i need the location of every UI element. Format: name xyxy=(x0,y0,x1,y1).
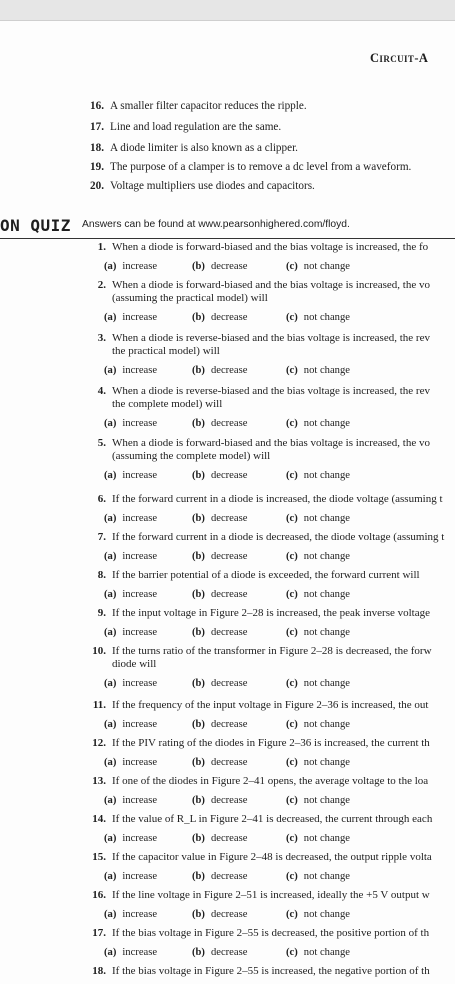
question-line xyxy=(84,851,432,863)
choice-letter: (c) xyxy=(286,418,298,429)
choice-letter: (b) xyxy=(192,551,205,562)
choice-letter: (c) xyxy=(286,947,298,958)
choice-letter: (b) xyxy=(192,470,205,481)
question-number: 1. xyxy=(97,241,106,253)
true-false-item xyxy=(84,161,411,173)
question-line xyxy=(84,813,432,825)
answer-choice[interactable] xyxy=(192,795,247,806)
question-number: 15. xyxy=(92,851,106,863)
question-text: If one of the diodes in Figure 2–41 opens, the average voltage to the loa xyxy=(112,775,429,787)
question-text: the practical model) will xyxy=(112,345,220,357)
answer-choice[interactable] xyxy=(192,470,247,481)
choice-letter: (c) xyxy=(286,261,298,272)
question-text: When a diode is forward-biased and the bias voltage is increased, the vo xyxy=(112,437,430,449)
question-line xyxy=(84,569,420,581)
answer-choice[interactable] xyxy=(192,719,247,730)
choice-text: decrease xyxy=(210,365,248,376)
choice-text: decrease xyxy=(210,470,248,481)
question-text: If the capacitor value in Figure 2–48 is decreased, the output ripple volta xyxy=(112,851,432,863)
choice-text: not change xyxy=(303,470,350,481)
question-text: If the value of R_L in Figure 2–41 is decreased, the current through each xyxy=(112,813,433,825)
question-number: 9. xyxy=(97,607,106,619)
question-number: 8. xyxy=(97,569,106,581)
choice-text: decrease xyxy=(210,589,248,600)
choice-letter: (a) xyxy=(104,312,117,323)
answer-choice[interactable] xyxy=(104,719,157,730)
question-text: If the barrier potential of a diode is exceeded, the forward current will xyxy=(112,569,420,581)
choice-letter: (a) xyxy=(104,513,117,524)
answer-choice[interactable] xyxy=(104,418,157,429)
choice-text: decrease xyxy=(210,719,248,730)
answer-choice[interactable] xyxy=(286,470,350,481)
choice-letter: (a) xyxy=(104,678,117,689)
choice-letter: (c) xyxy=(286,312,298,323)
question-text: If the turns ratio of the transformer in Figure 2–28 is decreased, the forw xyxy=(112,645,432,657)
choice-text: not change xyxy=(303,795,350,806)
choice-text: decrease xyxy=(210,757,248,768)
choice-letter: (b) xyxy=(192,589,205,600)
question-line xyxy=(84,332,430,344)
choice-letter: (b) xyxy=(192,757,205,768)
question-text: the complete model) will xyxy=(112,398,223,410)
question-line xyxy=(84,607,430,619)
answer-choice[interactable] xyxy=(192,261,247,272)
question-line xyxy=(84,531,444,543)
answer-choice[interactable] xyxy=(104,909,157,920)
true-false-item xyxy=(84,142,298,154)
answer-choice[interactable] xyxy=(192,418,247,429)
choice-letter: (b) xyxy=(192,833,205,844)
choice-letter: (b) xyxy=(192,627,205,638)
answer-choice[interactable] xyxy=(104,833,157,844)
question-number: 16. xyxy=(92,889,106,901)
question-text: When a diode is forward-biased and the bias voltage is increased, the fo xyxy=(112,241,429,253)
choice-letter: (c) xyxy=(286,678,298,689)
choice-letter: (b) xyxy=(192,795,205,806)
question-number: 10. xyxy=(92,645,106,657)
choice-letter: (a) xyxy=(104,261,117,272)
answer-choice[interactable] xyxy=(104,365,157,376)
answer-choice[interactable] xyxy=(286,627,350,638)
choice-letter: (b) xyxy=(192,312,205,323)
choice-text: not change xyxy=(303,947,350,958)
answer-choice[interactable] xyxy=(192,513,247,524)
choice-letter: (b) xyxy=(192,909,205,920)
item-text: A diode limiter is also known as a clipper. xyxy=(110,142,298,154)
question-text: If the line voltage in Figure 2–51 is increased, ideally the +5 V output w xyxy=(112,889,430,901)
item-number: 16. xyxy=(90,100,104,112)
item-text: Line and load regulation are the same. xyxy=(110,121,282,133)
answer-choice[interactable] xyxy=(104,678,157,689)
choice-text: decrease xyxy=(210,833,248,844)
answer-choice[interactable] xyxy=(104,757,157,768)
choice-text: increase xyxy=(122,909,158,920)
choice-text: increase xyxy=(122,719,158,730)
choice-text: decrease xyxy=(210,909,248,920)
question-line xyxy=(84,385,430,397)
question-line xyxy=(84,737,430,749)
question-number: 11. xyxy=(92,699,106,711)
question-line xyxy=(84,645,432,657)
question-text: If the bias voltage in Figure 2–55 is increased, the negative portion of th xyxy=(112,965,430,977)
choice-text: not change xyxy=(303,589,350,600)
answer-choice[interactable] xyxy=(192,589,247,600)
choice-letter: (c) xyxy=(286,627,298,638)
choice-letter: (a) xyxy=(104,470,117,481)
answer-choice[interactable] xyxy=(104,470,157,481)
answer-choice[interactable] xyxy=(104,947,157,958)
question-continuation xyxy=(112,292,268,304)
choice-letter: (c) xyxy=(286,589,298,600)
choice-text: increase xyxy=(122,678,158,689)
question-number: 4. xyxy=(97,385,106,397)
choice-letter: (a) xyxy=(104,947,117,958)
choice-letter: (a) xyxy=(104,833,117,844)
choice-text: decrease xyxy=(210,312,248,323)
choice-text: increase xyxy=(122,470,158,481)
choice-letter: (c) xyxy=(286,871,298,882)
choice-letter: (a) xyxy=(104,551,117,562)
answer-choice[interactable] xyxy=(286,365,350,376)
question-continuation xyxy=(112,450,270,462)
choice-text: decrease xyxy=(210,418,248,429)
choice-text: increase xyxy=(122,795,158,806)
question-text: If the input voltage in Figure 2–28 is increased, the peak inverse voltage xyxy=(112,607,430,619)
answer-choice[interactable] xyxy=(104,261,157,272)
question-line xyxy=(84,437,430,449)
choice-letter: (a) xyxy=(104,719,117,730)
answer-choice[interactable] xyxy=(104,795,157,806)
answer-choice[interactable] xyxy=(192,678,247,689)
choice-letter: (c) xyxy=(286,513,298,524)
question-text: (assuming the practical model) will xyxy=(112,292,268,304)
answer-choice[interactable] xyxy=(286,513,350,524)
choice-text: increase xyxy=(122,947,158,958)
answer-choice[interactable] xyxy=(286,719,350,730)
choice-text: not change xyxy=(303,627,350,638)
item-text: The purpose of a clamper is to remove a dc level from a waveform. xyxy=(110,161,412,173)
choice-letter: (a) xyxy=(104,365,117,376)
choice-text: decrease xyxy=(210,795,248,806)
choice-text: not change xyxy=(303,551,350,562)
question-text: When a diode is reverse-biased and the bias voltage is increased, the rev xyxy=(112,332,430,344)
question-continuation xyxy=(112,345,220,357)
answer-choice[interactable] xyxy=(286,947,350,958)
question-text: When a diode is reverse-biased and the bias voltage is increased, the rev xyxy=(112,385,430,397)
answer-choice[interactable] xyxy=(192,757,247,768)
answer-choice[interactable] xyxy=(286,757,350,768)
choice-text: not change xyxy=(303,261,350,272)
question-text: If the bias voltage in Figure 2–55 is decreased, the positive portion of th xyxy=(112,927,430,939)
item-number: 17. xyxy=(90,121,104,133)
choice-letter: (b) xyxy=(192,719,205,730)
question-number: 5. xyxy=(97,437,106,449)
question-line xyxy=(84,241,428,253)
question-continuation xyxy=(112,398,222,410)
answer-choice[interactable] xyxy=(192,365,247,376)
choice-letter: (a) xyxy=(104,871,117,882)
answer-choice[interactable] xyxy=(104,871,157,882)
question-text: If the frequency of the input voltage in Figure 2–36 is increased, the out xyxy=(112,699,429,711)
choice-text: not change xyxy=(303,418,350,429)
question-number: 7. xyxy=(97,531,106,543)
answer-choice[interactable] xyxy=(286,418,350,429)
choice-text: decrease xyxy=(210,678,248,689)
true-false-item xyxy=(84,121,281,133)
choice-text: increase xyxy=(122,551,158,562)
question-number: 2. xyxy=(97,279,106,291)
question-number: 13. xyxy=(92,775,106,787)
top-band xyxy=(0,0,455,21)
question-text: If the forward current in a diode is decreased, the diode voltage (assuming t xyxy=(112,531,445,543)
question-line xyxy=(84,889,430,901)
question-line xyxy=(84,927,429,939)
question-number: 12. xyxy=(92,737,106,749)
question-number: 17. xyxy=(92,927,106,939)
choice-text: not change xyxy=(303,909,350,920)
choice-text: increase xyxy=(122,513,158,524)
answer-choice[interactable] xyxy=(192,312,247,323)
answer-choice[interactable] xyxy=(192,871,247,882)
choice-text: increase xyxy=(122,589,158,600)
choice-text: increase xyxy=(122,312,158,323)
answer-choice[interactable] xyxy=(286,551,350,562)
answers-note: Answers can be found at www.pearsonhighered.com/floyd. xyxy=(82,219,350,230)
answer-choice[interactable] xyxy=(192,947,247,958)
choice-text: decrease xyxy=(210,871,248,882)
choice-text: increase xyxy=(122,871,158,882)
answer-choice[interactable] xyxy=(286,795,350,806)
answer-choice[interactable] xyxy=(104,513,157,524)
question-number: 3. xyxy=(97,332,106,344)
item-text: A smaller filter capacitor reduces the ripple. xyxy=(110,100,307,112)
choice-letter: (a) xyxy=(104,909,117,920)
choice-letter: (b) xyxy=(192,947,205,958)
item-number: 20. xyxy=(90,180,104,192)
choice-text: increase xyxy=(122,261,158,272)
answer-choice[interactable] xyxy=(192,551,247,562)
choice-text: not change xyxy=(303,757,350,768)
answer-choice[interactable] xyxy=(104,551,157,562)
choice-text: decrease xyxy=(210,513,248,524)
answer-choice[interactable] xyxy=(104,627,157,638)
question-line xyxy=(84,965,430,977)
question-number: 6. xyxy=(97,493,106,505)
choice-letter: (b) xyxy=(192,871,205,882)
answer-choice[interactable] xyxy=(286,589,350,600)
choice-text: not change xyxy=(303,833,350,844)
question-text: If the PIV rating of the diodes in Figure 2–36 is increased, the current th xyxy=(112,737,430,749)
answer-choice[interactable] xyxy=(192,833,247,844)
question-line xyxy=(84,279,430,291)
choice-letter: (a) xyxy=(104,795,117,806)
question-continuation xyxy=(112,658,156,670)
question-line xyxy=(84,699,428,711)
choice-letter: (b) xyxy=(192,678,205,689)
question-number: 18. xyxy=(92,965,106,977)
answer-choice[interactable] xyxy=(286,678,350,689)
choice-text: not change xyxy=(303,513,350,524)
running-head: Circuit-A xyxy=(370,51,429,65)
question-text: diode will xyxy=(112,658,157,670)
choice-letter: (c) xyxy=(286,470,298,481)
question-line xyxy=(84,775,428,787)
item-number: 19. xyxy=(90,161,104,173)
answer-choice[interactable] xyxy=(286,909,350,920)
choice-text: not change xyxy=(303,312,350,323)
answer-choice[interactable] xyxy=(192,909,247,920)
choice-text: increase xyxy=(122,365,158,376)
choice-text: not change xyxy=(303,678,350,689)
choice-letter: (c) xyxy=(286,833,298,844)
true-false-item xyxy=(84,180,315,192)
choice-letter: (c) xyxy=(286,365,298,376)
choice-letter: (b) xyxy=(192,261,205,272)
choice-letter: (c) xyxy=(286,551,298,562)
answer-choice[interactable] xyxy=(286,871,350,882)
choice-letter: (a) xyxy=(104,627,117,638)
item-text: Voltage multipliers use diodes and capacitors. xyxy=(110,180,315,192)
choice-text: increase xyxy=(122,627,158,638)
section-divider xyxy=(0,238,455,239)
question-text: When a diode is forward-biased and the bias voltage is increased, the vo xyxy=(112,279,430,291)
choice-letter: (a) xyxy=(104,418,117,429)
choice-text: decrease xyxy=(210,551,248,562)
choice-text: decrease xyxy=(210,947,248,958)
choice-text: increase xyxy=(122,757,158,768)
choice-letter: (b) xyxy=(192,513,205,524)
question-text: (assuming the complete model) will xyxy=(112,450,271,462)
choice-text: increase xyxy=(122,833,158,844)
choice-text: increase xyxy=(122,418,158,429)
choice-text: decrease xyxy=(210,627,248,638)
choice-letter: (a) xyxy=(104,757,117,768)
true-false-item xyxy=(84,100,307,112)
answer-choice[interactable] xyxy=(286,833,350,844)
choice-letter: (c) xyxy=(286,757,298,768)
choice-text: not change xyxy=(303,871,350,882)
choice-letter: (b) xyxy=(192,418,205,429)
choice-letter: (b) xyxy=(192,365,205,376)
choice-text: not change xyxy=(303,719,350,730)
choice-text: decrease xyxy=(210,261,248,272)
item-number: 18. xyxy=(90,142,104,154)
answer-choice[interactable] xyxy=(286,261,350,272)
answer-choice[interactable] xyxy=(104,589,157,600)
answer-choice[interactable] xyxy=(104,312,157,323)
choice-letter: (c) xyxy=(286,909,298,920)
question-text: If the forward current in a diode is increased, the diode voltage (assuming t xyxy=(112,493,443,505)
answer-choice[interactable] xyxy=(192,627,247,638)
question-line xyxy=(84,493,443,505)
choice-letter: (c) xyxy=(286,795,298,806)
choice-text: not change xyxy=(303,365,350,376)
question-number: 14. xyxy=(92,813,106,825)
choice-letter: (a) xyxy=(104,589,117,600)
answer-choice[interactable] xyxy=(286,312,350,323)
quiz-section-title: ON QUIZ xyxy=(0,216,71,235)
choice-letter: (c) xyxy=(286,719,298,730)
